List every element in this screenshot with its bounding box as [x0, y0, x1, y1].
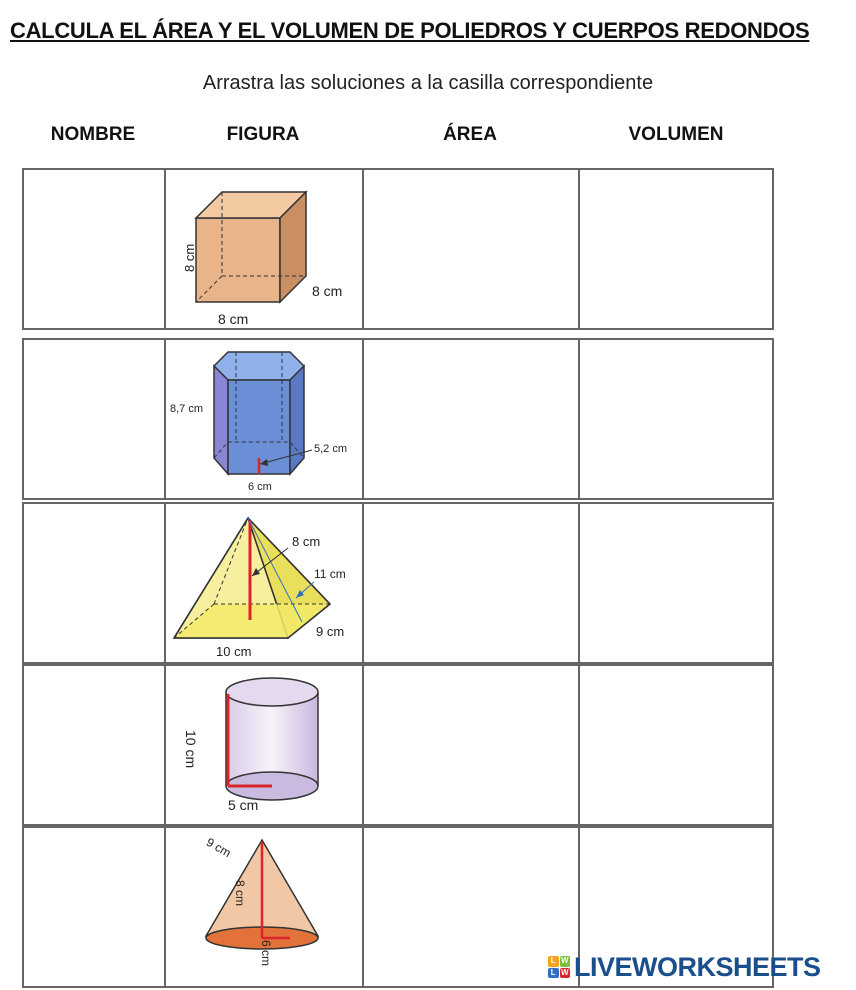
cube-figure-cell: [164, 168, 364, 330]
column-header-nombre: NOMBRE: [50, 124, 136, 145]
area-drop-box-cube[interactable]: [362, 168, 580, 330]
area-drop-box-pyramid[interactable]: [362, 502, 580, 664]
svg-text:8 cm: 8 cm: [182, 243, 197, 272]
svg-text:10 cm: 10 cm: [216, 644, 252, 659]
name-drop-box-cube[interactable]: [22, 168, 166, 330]
svg-text:8 cm: 8 cm: [233, 880, 247, 907]
column-header-area: ÁREA: [443, 124, 497, 145]
svg-text:8 cm: 8 cm: [312, 283, 343, 299]
svg-text:11 cm: 11 cm: [314, 567, 346, 581]
volume-drop-box-cylinder[interactable]: [578, 664, 774, 826]
svg-text:5,2 cm: 5,2 cm: [314, 443, 348, 455]
cone-figure: [166, 828, 362, 986]
name-drop-box-pyramid[interactable]: [22, 502, 166, 664]
column-header-volumen: VOLUMEN: [628, 124, 724, 145]
svg-text:9 cm: 9 cm: [203, 834, 234, 861]
svg-text:9 cm: 9 cm: [316, 624, 345, 639]
cylinder-figure: [166, 666, 362, 824]
pyramid-figure-cell: [164, 502, 364, 664]
volume-drop-box-pyramid[interactable]: [578, 502, 774, 664]
liveworksheets-logo[interactable]: [548, 952, 821, 982]
svg-text:8,7 cm: 8,7 cm: [170, 403, 204, 415]
svg-text:10 cm: 10 cm: [183, 730, 199, 769]
worksheet-title: CALCULA EL ÁREA Y EL VOLUMEN DE POLIEDROS Y CUERPOS REDONDOS: [10, 18, 810, 43]
cylinder-figure-cell: [164, 664, 364, 826]
pyramid-figure: [166, 504, 362, 662]
svg-text:5 cm: 5 cm: [228, 797, 259, 813]
cube-figure: [166, 170, 362, 328]
area-drop-box-cylinder[interactable]: [362, 664, 580, 826]
prism-figure-cell: [164, 338, 364, 500]
svg-text:8 cm: 8 cm: [292, 534, 321, 549]
name-drop-box-cylinder[interactable]: [22, 664, 166, 826]
column-header-figura: FIGURA: [226, 124, 300, 145]
worksheet-instructions: Arrastra las soluciones a la casilla correspondiente: [202, 72, 654, 94]
logo-text: LIVEWORKSHEETS: [574, 951, 821, 982]
svg-text:6 cm: 6 cm: [248, 481, 272, 493]
cone-figure-cell: [164, 826, 364, 988]
volume-drop-box-prism[interactable]: [578, 338, 774, 500]
name-drop-box-cone[interactable]: [22, 826, 166, 988]
svg-text:8 cm: 8 cm: [218, 311, 249, 327]
volume-drop-box-cube[interactable]: [578, 168, 774, 330]
logo-badge-icon: L W L W: [548, 956, 570, 978]
hexagonal-prism-figure: [166, 340, 362, 498]
area-drop-box-prism[interactable]: [362, 338, 580, 500]
svg-text:6 cm: 6 cm: [259, 940, 273, 967]
name-drop-box-prism[interactable]: [22, 338, 166, 500]
